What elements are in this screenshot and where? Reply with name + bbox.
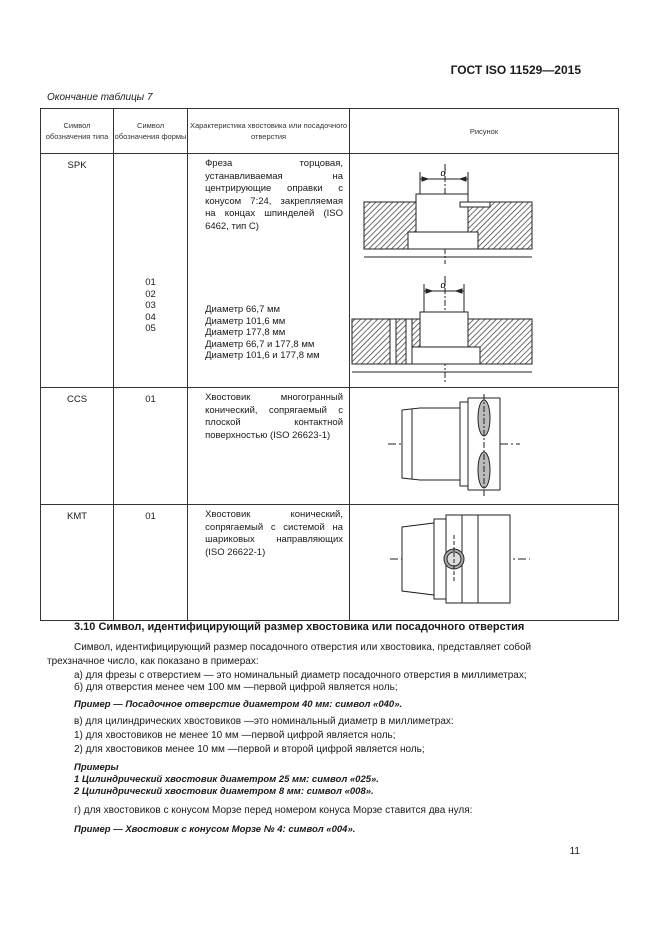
item-v2: 2) для хвостовиков менее 10 мм —первой и второй цифрой является ноль; [74,744,425,755]
table-caption: Окончание таблицы 7 [47,92,153,103]
example-4: Пример — Хвостовик с конусом Морзе № 4: символ «004». [74,824,356,835]
section-intro: Символ, идентифицирующий размер посадочного отверстия или хвостовика, представляет собой трехзначное число, как показано в примерах: [47,642,532,667]
example-3: 2 Цилиндрический хвостовик диаметром 8 мм: символ «008». [74,786,374,797]
item-v: в) для цилиндрических хвостовиков —это номинальный диаметр в миллиметрах: [74,716,454,727]
figure-ccs [350,388,619,505]
forms-spk [114,154,188,388]
type-spk: SPK [41,154,114,388]
header-type-symbol: Символ обозначения типа [41,109,114,154]
desc-spk [188,154,350,388]
form-code: 03 [145,300,156,311]
form-code: 04 [145,311,156,323]
figure-spk [350,154,619,388]
table-row [41,505,619,621]
diameter-item: Диаметр 66,7 мм [205,304,281,315]
type-kmt: KMT [41,505,114,621]
header-figure: Рисунок [350,109,619,154]
item-g: г) для хвостовиков с конусом Морзе перед номером конуса Морзе ставится два нуля: [74,805,473,816]
item-v1: 1) для хвостовиков не менее 10 мм —первой цифрой является ноль; [74,730,396,741]
item-b: б) для отверстия менее чем 100 мм —первой цифрой является ноль; [74,682,398,693]
spk-mill-drawing [350,154,618,387]
form-code: 01 [145,277,156,288]
ccs-shank-drawing [350,388,618,504]
form-code: 02 [145,288,156,300]
type-ccs: CCS [41,388,114,505]
spec-table [40,108,619,621]
diameter-item: Диаметр 177,8 мм [205,327,286,338]
form-ccs: 01 [114,388,188,505]
desc-ccs: Хвостовик многогранный конический, сопрягаемый с плоской контактной поверхностью (ISO 26623-1) [188,388,350,505]
figure-kmt [350,505,619,621]
examples-title: Примеры [74,762,119,773]
diameter-item: Диаметр 101,6 и 177,8 мм [205,350,320,361]
dim-d-upper: d [440,168,446,178]
form-code: 05 [145,323,156,334]
table-row [41,154,619,388]
standard-code: ГОСТ ISO 11529—2015 [450,63,581,77]
diameter-item: Диаметр 66,7 и 177,8 мм [205,338,315,350]
example-2: 1 Цилиндрический хвостовик диаметром 25 мм: символ «025». [74,774,379,785]
header-form-symbol: Символ обозначения формы [114,109,188,154]
desc-text: Фреза торцовая, устанавливаемая на центрирующие оправки с конусом 7:24, закрепляемая на концах шпинделей (ISO 6462, тип С) [205,158,343,232]
table-row [41,388,619,505]
dim-d-lower: d [440,280,446,290]
form-kmt: 01 [114,505,188,621]
page-number: 11 [569,846,580,857]
kmt-shank-drawing [350,505,618,620]
example-1: Пример — Посадочное отверстие диаметром 40 мм: символ «040». [74,699,403,710]
header-characteristic: Характеристика хвостовика или посадочного отверстия [188,109,350,154]
desc-kmt: Хвостовик конический, сопрягаемый с системой на шариковых направляющих (ISO 26622-1) [188,505,350,621]
section-title: 3.10 Символ, идентифицирующий размер хвостовика или посадочного отверстия [74,621,525,633]
diameter-item: Диаметр 101,6 мм [205,315,286,327]
item-a: а) для фрезы с отверстием — это номинальный диаметр посадочного отверстия в миллиметрах; [74,670,527,681]
